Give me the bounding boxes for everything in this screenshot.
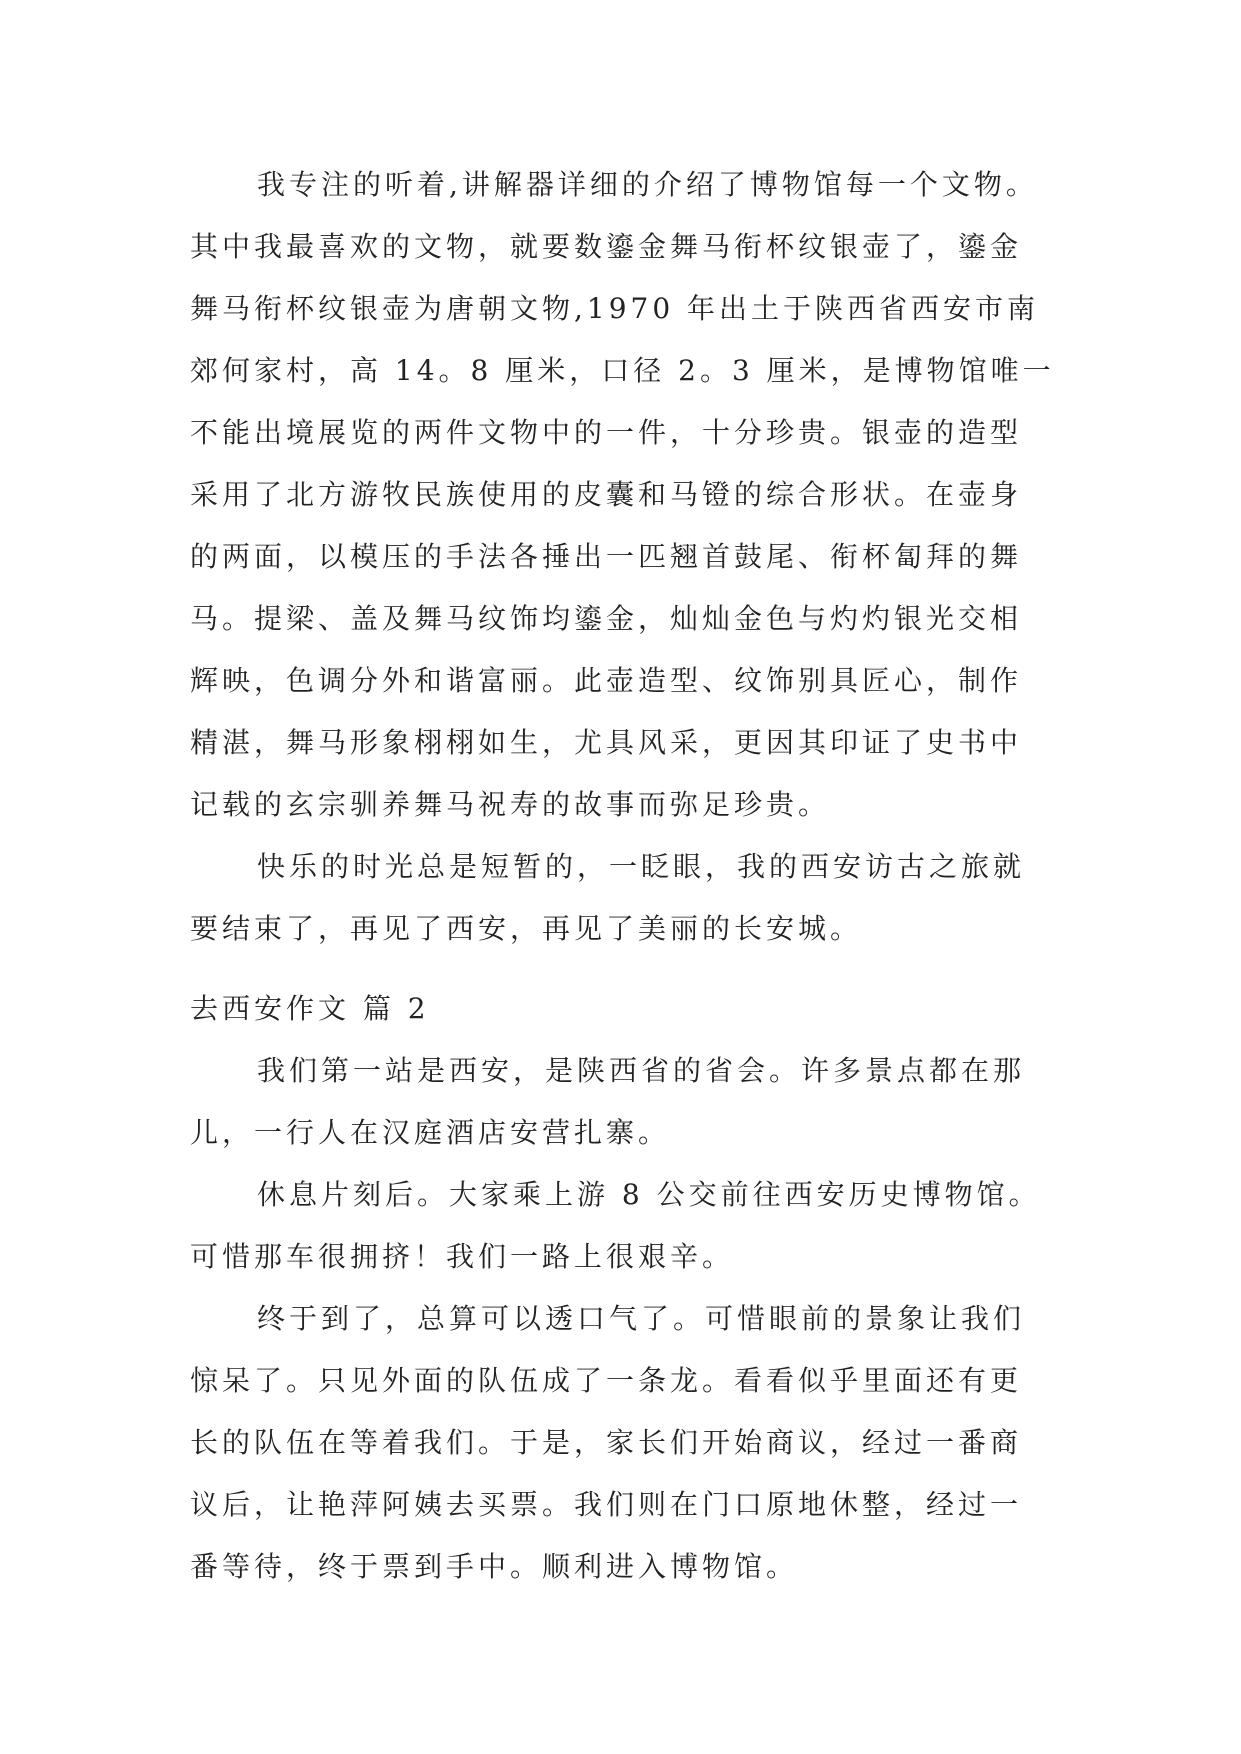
paragraph-line: 终于到了，总算可以透口气了。可惜眼前的景象让我们 (257, 1302, 1026, 1335)
section-heading: 去西安作文 篇 2 (190, 992, 430, 1025)
paragraph-line: 辉映，色调分外和谐富丽。此壶造型、纹饰别具匠心，制作 (190, 664, 1023, 697)
paragraph-line: 儿，一行人在汉庭酒店安营扎寨。 (190, 1116, 671, 1149)
paragraph-line: 要结束了，再见了西安，再见了美丽的长安城。 (190, 912, 863, 945)
paragraph-line: 其中我最喜欢的文物，就要数鎏金舞马衔杯纹银壶了，鎏金 (190, 230, 1023, 263)
paragraph-line: 休息片刻后。大家乘上游 8 公交前往西安历史博物馆。 (257, 1178, 1041, 1211)
paragraph-line: 我们第一站是西安，是陕西省的省会。许多景点都在那 (257, 1054, 1026, 1087)
paragraph-line: 郊何家村，高 14。8 厘米，口径 2。3 厘米，是博物馆唯一 (190, 354, 1055, 387)
paragraph-line: 长的队伍在等着我们。于是，家长们开始商议，经过一番商 (190, 1426, 1023, 1459)
paragraph-line: 采用了北方游牧民族使用的皮囊和马镫的综合形状。在壶身 (190, 478, 1023, 511)
paragraph-line: 不能出境展览的两件文物中的一件，十分珍贵。银壶的造型 (190, 416, 1023, 449)
paragraph-line: 可惜那车很拥挤！我们一路上很艰辛。 (190, 1240, 735, 1273)
paragraph-line: 议后，让艳萍阿姨去买票。我们则在门口原地休整，经过一 (190, 1488, 1023, 1521)
paragraph-line: 精湛，舞马形象栩栩如生，尤具风采，更因其印证了史书中 (190, 726, 1023, 759)
paragraph-line: 舞马衔杯纹银壶为唐朝文物,1970 年出土于陕西省西安市南 (190, 292, 1040, 325)
essay-section-2 (190, 1040, 1090, 1598)
paragraph-line: 快乐的时光总是短暂的，一眨眼，我的西安访古之旅就 (257, 850, 1026, 883)
paragraph-line: 惊呆了。只见外面的队伍成了一条龙。看看似乎里面还有更 (190, 1364, 1023, 1397)
paragraph-line: 马。提梁、盖及舞马纹饰均鎏金，灿灿金色与灼灼银光交相 (190, 602, 1023, 635)
paragraph-line: 的两面，以模压的手法各捶出一匹翘首鼓尾、衔杯匐拜的舞 (190, 540, 1023, 573)
paragraph-line: 记载的玄宗驯养舞马祝寿的故事而弥足珍贵。 (190, 788, 831, 821)
paragraph-line: 我专注的听着,讲解器详细的介绍了博物馆每一个文物。 (257, 168, 1038, 201)
paragraph-line: 番等待，终于票到手中。顺利进入博物馆。 (190, 1550, 799, 1583)
essay-section-1 (190, 154, 1090, 960)
